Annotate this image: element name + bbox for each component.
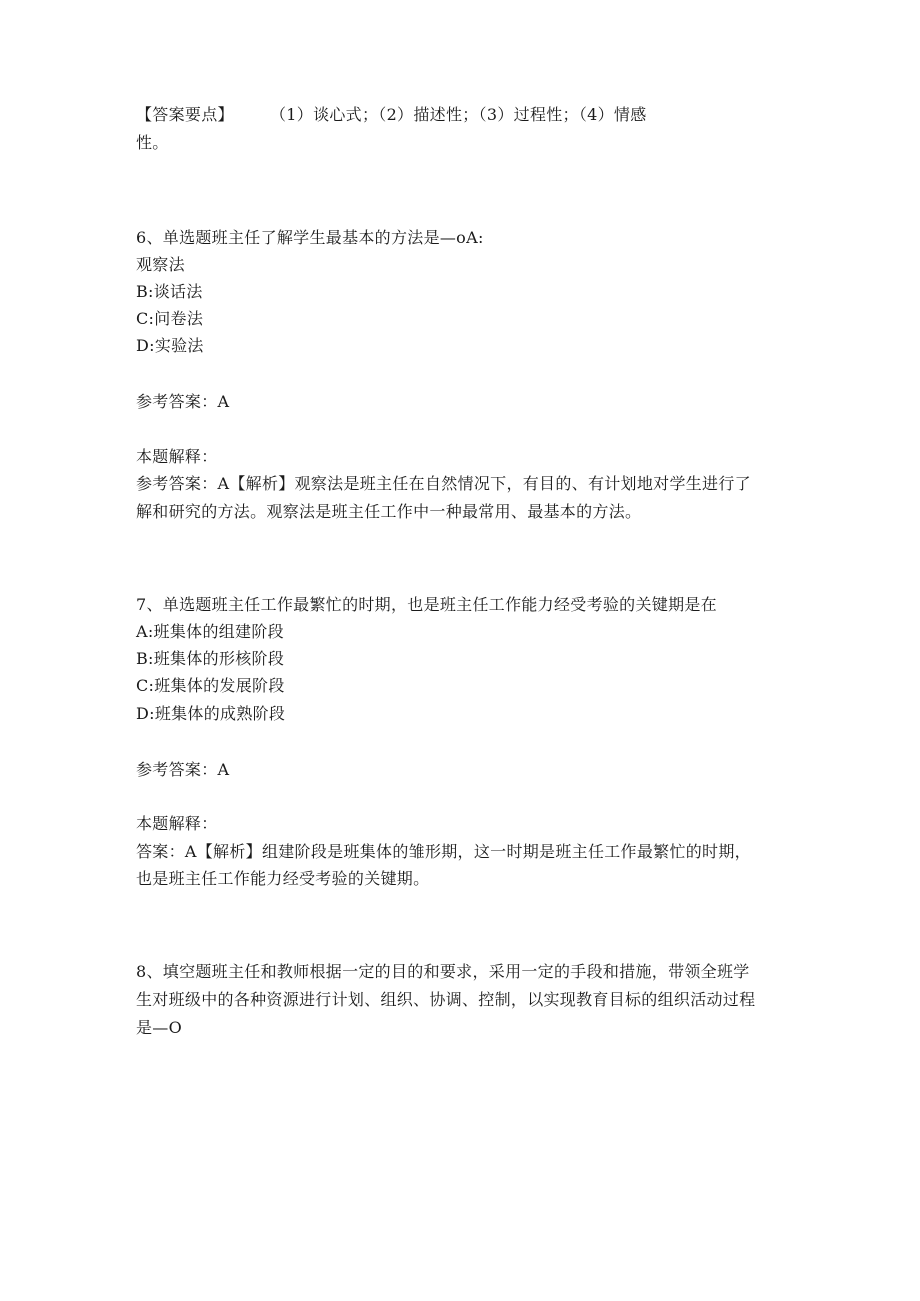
question-7-explanation-line-2: 也是班主任工作能力经受考验的关键期。 bbox=[136, 869, 430, 888]
question-8-stem-line-3: 是—O bbox=[136, 1018, 183, 1037]
question-6-explanation-title: 本题解释： bbox=[136, 447, 218, 466]
question-6-reference-answer: 参考答案：A bbox=[136, 392, 230, 411]
question-7-option-b: B:班集体的形核阶段 bbox=[136, 649, 285, 668]
question-7-reference-answer: 参考答案：A bbox=[136, 760, 230, 779]
question-7-explanation-line-1: 答案：A【解析】组建阶段是班集体的雏形期，这一时期是班主任工作最繁忙的时期， bbox=[136, 842, 751, 861]
answer-points-label: 【答案要点】 bbox=[136, 105, 234, 124]
question-7-option-a: A:班集体的组建阶段 bbox=[136, 622, 284, 641]
question-7-stem: 7、单选题班主任工作最繁忙的时期，也是班主任工作能力经受考验的关键期是在 bbox=[136, 595, 717, 614]
question-7-option-d: D:班集体的成熟阶段 bbox=[136, 704, 286, 723]
question-6-option-c: C:问卷法 bbox=[136, 309, 204, 328]
question-7-explanation-title: 本题解释： bbox=[136, 814, 218, 833]
question-6-option-b: B:谈话法 bbox=[136, 282, 203, 301]
question-7-option-c: C:班集体的发展阶段 bbox=[136, 676, 285, 695]
question-8-stem-line-2: 生对班级中的各种资源进行计划、组织、协调、控制，以实现教育目标的组织活动过程 bbox=[136, 990, 756, 1009]
answer-points-continuation: 性。 bbox=[136, 133, 169, 152]
question-8-stem-line-1: 8、填空题班主任和教师根据一定的目的和要求，采用一定的手段和措施，带领全班学 bbox=[136, 962, 750, 981]
question-6-option-d: D:实验法 bbox=[136, 336, 204, 355]
question-6-explanation-line-1: 参考答案：A【解析】观察法是班主任在自然情况下，有目的、有计划地对学生进行了 bbox=[136, 474, 751, 493]
question-6-stem: 6、单选题班主任了解学生最基本的方法是—oA: bbox=[136, 228, 484, 247]
question-6-option-a: 观察法 bbox=[136, 255, 185, 274]
question-6-explanation-line-2: 解和研究的方法。观察法是班主任工作中一种最常用、最基本的方法。 bbox=[136, 502, 642, 521]
answer-points-text: （1）谈心式；（2）描述性；（3）过程性；（4）情感 bbox=[270, 105, 647, 124]
